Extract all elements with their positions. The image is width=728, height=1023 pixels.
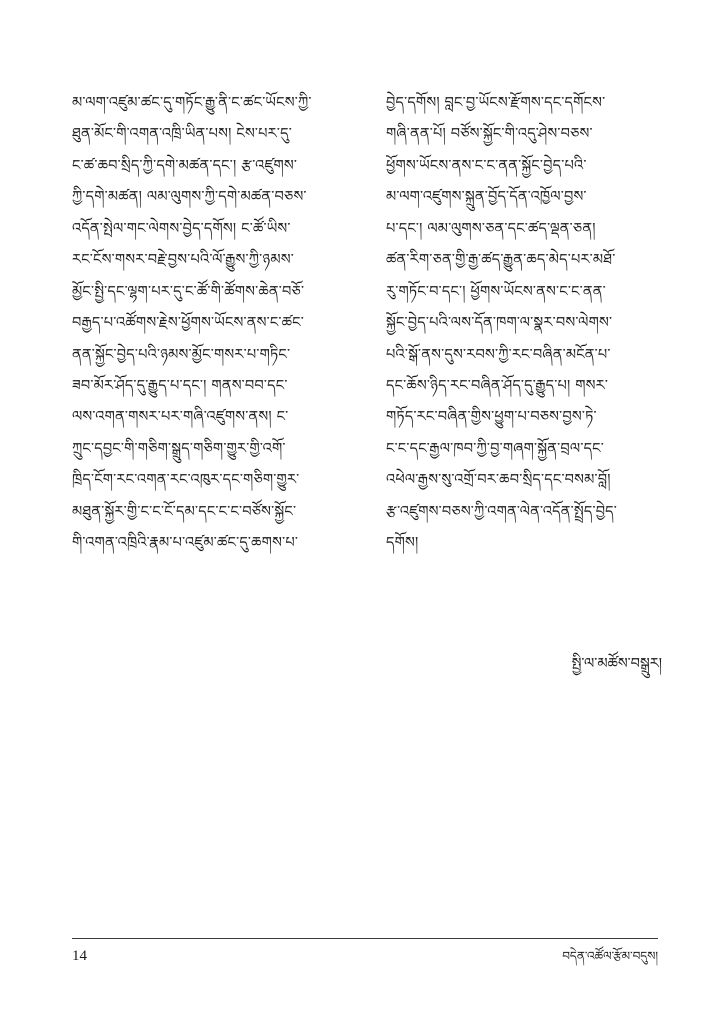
text-line: པའི་སྒོ་ནས་དུས་རབས་ཀྱི་རང་བཞིན་མངོན་པ་	[386, 346, 611, 363]
text-line: བརྒྱད་པ་འཚོགས་རྗེས་ཕྱོགས་ཡོངས་ནས་ང་ཚང་	[72, 315, 304, 332]
text-line: རུ་གཏོང་བ་དང་། ཕྱོགས་ཡོངས་ནས་ང་ང་ནན་	[386, 283, 606, 300]
left-text-column	[72, 88, 362, 560]
text-line: ལས་འགན་གསར་པར་གཞི་འཛུགས་ནས། ང་	[72, 409, 289, 426]
text-line: ཁྲིད་ངོག་རང་འགན་རང་འཁུར་དང་གཅིག་གྱུར་	[72, 472, 300, 489]
text-line: གཏོད་རང་བཞིན་གྱིས་ཕྱུག་པ་བཅས་བྱས་ཏེ་	[386, 409, 597, 426]
text-line: མཐུན་སྐྱོར་གྱི་ང་ང་ངོ་དམ་དང་ང་ང་བཙོས་སྐྱོང་	[72, 503, 297, 520]
text-line: དགོས།	[386, 535, 419, 552]
text-line: མ་ལག་འཛུམ་ཚང་དུ་གཏོང་རྒྱུ་ནི་ང་ཚང་ཡོངས་ཀྱི་	[72, 95, 312, 111]
text-line: རྩ་འཛུགས་བཅས་ཀྱི་འགན་ལེན་འདོན་སྤྲོད་བྱེད་	[386, 503, 618, 520]
text-line: མ་ལག་འཛུགས་སྐྲུན་བྱོད་དོན་འཁྱོལ་བྱས་	[386, 189, 587, 206]
text-line: ནན་སྐྱོང་བྱེད་པའི་ཉམས་མྱོང་གསར་པ་གཏིང་	[72, 346, 291, 363]
text-line: ཀྱི་དགེ་མཚན། ལམ་ལུགས་ཀྱི་དགེ་མཚན་བཅས་	[72, 189, 307, 206]
text-line: བྱེད་དགོས། བླང་བྱ་ཡོངས་རྫོགས་དང་དགོངས་	[386, 95, 606, 111]
text-line: ཀྲུང་དབྱང་གི་གཅིག་སྒྲུད་གཅིག་གྱུར་གྱི་འགོ་	[72, 440, 286, 457]
text-line: ང་ང་དང་རྒྱལ་ཁབ་ཀྱི་བྱ་གཞག་སྐྱོན་བྲལ་དང་	[386, 440, 604, 457]
running-footer-title: བདེན་འཚོལ་རྩོམ་བདུས།	[562, 949, 658, 963]
text-line: གཞི་ནན་པོ། བཙོས་སྐྱོང་གི་འདུ་ཤེས་བཅས་	[386, 126, 593, 143]
text-line: ཕྱོགས་ཡོངས་ནས་ང་ང་ནན་སྐྱོང་བྱེད་པའི་	[386, 157, 587, 174]
text-line: སྐྱོང་བྱེད་པའི་ལས་དོན་ཁག་ལ་སྣར་བས་ལེགས་	[386, 315, 613, 332]
text-line: མྱོང་སྤྱི་དང་ལྷག་པར་དུ་ང་ཚོ་གི་ཚོགས་ཆེན་བཅོ་	[72, 283, 305, 300]
footer-divider	[72, 938, 658, 939]
text-line: འདོན་སྤེལ་གང་ལེགས་བྱེད་དགོས། ང་ཚོ་ཡིས་	[72, 220, 291, 237]
text-line: རང་ངོས་གསར་བརྗེ་བྱས་པའི་ལོ་རྒྱུས་ཀྱི་ཉམས་	[72, 252, 294, 269]
page-number: 14	[72, 948, 87, 964]
text-line: དང་ཆོས་ཉིད་རང་བཞིན་ཤོད་དུ་རྒྱུད་པ། གསར་	[386, 377, 609, 394]
text-line: ཟབ་མོར་ཤོད་དུ་རྒྱུད་པ་དང་། གནས་བབ་དང་	[72, 377, 288, 394]
text-line: ཐུན་མོང་གི་འགན་འཁྲི་ཡིན་པས། ངེས་པར་དུ་	[72, 126, 292, 143]
text-line: ཚན་རིག་ཅན་གྱི་རྒྱ་ཚད་རྒྱུན་ཆད་མེད་པར་མཐོ་	[386, 252, 616, 269]
text-line: ང་ཚ་ཆབ་སྲིད་ཀྱི་དགེ་མཚན་དང་། རྩ་འཛུགས་	[72, 157, 298, 174]
author-signature: སྤྱི་ལ་མཚོས་བསྒྲུར།	[571, 656, 662, 672]
text-line: འཕེལ་རྒྱས་སུ་འགྲོ་བར་ཆབ་སྲིད་དང་བསམ་བློ།	[386, 472, 611, 489]
text-line: གི་འགན་འཁྲིའི་རྣམ་པ་འཛུམ་ཚང་དུ་ཆགས་པ་	[72, 535, 299, 552]
text-line: པ་དང་། ལམ་ལུགས་ཅན་དང་ཚད་ལྡན་ཅན།	[386, 220, 596, 237]
right-text-column	[386, 88, 662, 560]
